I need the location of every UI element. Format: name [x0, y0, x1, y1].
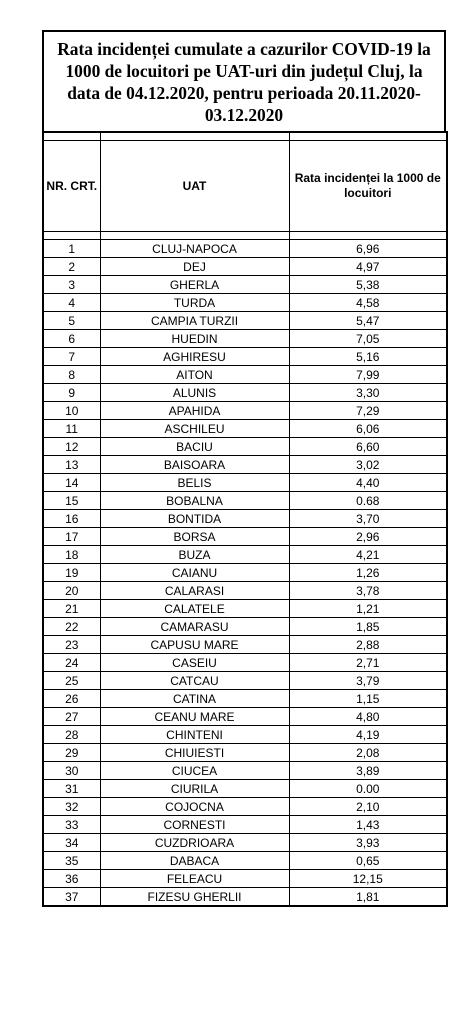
cell-rate: 6,96 [289, 240, 447, 258]
table-row [43, 474, 447, 492]
cell-rate: 6,06 [289, 420, 447, 438]
cell-uat: DEJ [100, 258, 289, 276]
cell-rate: 7,29 [289, 402, 447, 420]
cell-rate: 4,19 [289, 726, 447, 744]
cell-uat: BACIU [100, 438, 289, 456]
column-header-nr: NR. CRT. [43, 141, 100, 232]
incidence-table [42, 131, 448, 907]
cell-nr: 2 [43, 258, 100, 276]
cell-uat: BOBALNA [100, 492, 289, 510]
cell-uat: BUZA [100, 546, 289, 564]
cell-nr: 1 [43, 240, 100, 258]
cell-rate: 2,96 [289, 528, 447, 546]
spacer-cell [43, 232, 100, 240]
cell-nr: 15 [43, 492, 100, 510]
cell-uat: TURDA [100, 294, 289, 312]
cell-nr: 8 [43, 366, 100, 384]
cell-rate: 5,38 [289, 276, 447, 294]
cell-nr: 4 [43, 294, 100, 312]
cell-nr: 3 [43, 276, 100, 294]
spacer-cell [43, 132, 100, 141]
cell-nr: 6 [43, 330, 100, 348]
cell-uat: BELIS [100, 474, 289, 492]
spacer-cell [289, 232, 447, 240]
table-row [43, 438, 447, 456]
table-row [43, 420, 447, 438]
cell-nr: 32 [43, 798, 100, 816]
cell-rate: 12,15 [289, 870, 447, 888]
cell-uat: ASCHILEU [100, 420, 289, 438]
spacer-row [43, 232, 447, 240]
cell-uat: CASEIU [100, 654, 289, 672]
cell-uat: GHERLA [100, 276, 289, 294]
cell-rate: 2,08 [289, 744, 447, 762]
cell-uat: CLUJ-NAPOCA [100, 240, 289, 258]
spacer-row [43, 132, 447, 141]
cell-rate: 3,89 [289, 762, 447, 780]
cell-rate: 4,97 [289, 258, 447, 276]
cell-rate: 3,30 [289, 384, 447, 402]
cell-rate: 3,79 [289, 672, 447, 690]
cell-nr: 34 [43, 834, 100, 852]
cell-rate: 0.68 [289, 492, 447, 510]
cell-rate: 3,02 [289, 456, 447, 474]
table-row [43, 528, 447, 546]
table-row [43, 240, 447, 258]
cell-nr: 33 [43, 816, 100, 834]
cell-rate: 4,40 [289, 474, 447, 492]
table-row [43, 600, 447, 618]
table-row [43, 618, 447, 636]
cell-nr: 29 [43, 744, 100, 762]
cell-rate: 2,71 [289, 654, 447, 672]
table-row [43, 726, 447, 744]
table-row [43, 672, 447, 690]
cell-rate: 3,93 [289, 834, 447, 852]
cell-rate: 4,80 [289, 708, 447, 726]
cell-rate: 2,88 [289, 636, 447, 654]
cell-uat: FIZESU GHERLII [100, 888, 289, 907]
table-row [43, 312, 447, 330]
cell-nr: 28 [43, 726, 100, 744]
cell-uat: CAMARASU [100, 618, 289, 636]
cell-nr: 10 [43, 402, 100, 420]
cell-uat: ALUNIS [100, 384, 289, 402]
cell-nr: 37 [43, 888, 100, 907]
cell-rate: 5,16 [289, 348, 447, 366]
cell-uat: APAHIDA [100, 402, 289, 420]
table-row [43, 348, 447, 366]
cell-uat: CAMPIA TURZII [100, 312, 289, 330]
cell-rate: 0,65 [289, 852, 447, 870]
cell-uat: CATINA [100, 690, 289, 708]
cell-uat: BORSA [100, 528, 289, 546]
cell-rate: 4,21 [289, 546, 447, 564]
cell-nr: 20 [43, 582, 100, 600]
cell-uat: FELEACU [100, 870, 289, 888]
cell-uat: CHIUIESTI [100, 744, 289, 762]
cell-rate: 1,43 [289, 816, 447, 834]
table-row [43, 492, 447, 510]
cell-uat: COJOCNA [100, 798, 289, 816]
table-row [43, 510, 447, 528]
title-box [42, 30, 446, 131]
cell-nr: 35 [43, 852, 100, 870]
cell-uat: CALATELE [100, 600, 289, 618]
table-row [43, 276, 447, 294]
table-row [43, 798, 447, 816]
cell-nr: 5 [43, 312, 100, 330]
cell-nr: 25 [43, 672, 100, 690]
table-row [43, 870, 447, 888]
table-row [43, 852, 447, 870]
cell-uat: CEANU MARE [100, 708, 289, 726]
spacer-cell [100, 232, 289, 240]
table-row [43, 258, 447, 276]
cell-rate: 1,26 [289, 564, 447, 582]
table-row [43, 762, 447, 780]
spacer-cell [289, 132, 447, 141]
table-row [43, 780, 447, 798]
cell-nr: 30 [43, 762, 100, 780]
cell-nr: 18 [43, 546, 100, 564]
table-row [43, 636, 447, 654]
table-row [43, 690, 447, 708]
cell-rate: 1,15 [289, 690, 447, 708]
table-row [43, 402, 447, 420]
cell-nr: 17 [43, 528, 100, 546]
cell-nr: 12 [43, 438, 100, 456]
cell-rate: 4,58 [289, 294, 447, 312]
table-body [43, 132, 447, 906]
cell-nr: 36 [43, 870, 100, 888]
cell-nr: 23 [43, 636, 100, 654]
table-row [43, 708, 447, 726]
cell-nr: 16 [43, 510, 100, 528]
cell-rate: 0.00 [289, 780, 447, 798]
cell-rate: 2,10 [289, 798, 447, 816]
cell-uat: CIURILA [100, 780, 289, 798]
cell-nr: 26 [43, 690, 100, 708]
cell-uat: CAPUSU MARE [100, 636, 289, 654]
table-row [43, 456, 447, 474]
table-row [43, 816, 447, 834]
cell-nr: 27 [43, 708, 100, 726]
table-row [43, 564, 447, 582]
cell-rate: 1,81 [289, 888, 447, 907]
table-row [43, 330, 447, 348]
cell-nr: 31 [43, 780, 100, 798]
cell-rate: 6,60 [289, 438, 447, 456]
cell-nr: 9 [43, 384, 100, 402]
cell-rate: 3,70 [289, 510, 447, 528]
cell-nr: 19 [43, 564, 100, 582]
cell-nr: 24 [43, 654, 100, 672]
table-row [43, 366, 447, 384]
cell-uat: CUZDRIOARA [100, 834, 289, 852]
cell-uat: CALARASI [100, 582, 289, 600]
cell-nr: 22 [43, 618, 100, 636]
table-row [43, 654, 447, 672]
table-row [43, 744, 447, 762]
cell-rate: 3,78 [289, 582, 447, 600]
cell-nr: 14 [43, 474, 100, 492]
cell-rate: 5,47 [289, 312, 447, 330]
cell-nr: 13 [43, 456, 100, 474]
table-row [43, 582, 447, 600]
cell-uat: HUEDIN [100, 330, 289, 348]
cell-uat: AITON [100, 366, 289, 384]
table-row [43, 384, 447, 402]
cell-uat: CAIANU [100, 564, 289, 582]
column-header-uat: UAT [100, 141, 289, 232]
spacer-cell [100, 132, 289, 141]
table-row [43, 834, 447, 852]
column-header-rate: Rata incidenței la 1000 de locuitori [289, 141, 447, 232]
table-row [43, 294, 447, 312]
cell-rate: 1,21 [289, 600, 447, 618]
cell-uat: CHINTENI [100, 726, 289, 744]
cell-uat: CATCAU [100, 672, 289, 690]
cell-uat: CIUCEA [100, 762, 289, 780]
cell-nr: 21 [43, 600, 100, 618]
cell-nr: 7 [43, 348, 100, 366]
cell-rate: 7,05 [289, 330, 447, 348]
cell-uat: CORNESTI [100, 816, 289, 834]
header-row [43, 141, 447, 232]
table-row [43, 888, 447, 907]
cell-uat: BONTIDA [100, 510, 289, 528]
cell-uat: BAISOARA [100, 456, 289, 474]
cell-nr: 11 [43, 420, 100, 438]
cell-uat: AGHIRESU [100, 348, 289, 366]
cell-rate: 1,85 [289, 618, 447, 636]
table-row [43, 546, 447, 564]
cell-rate: 7,99 [289, 366, 447, 384]
cell-uat: DABACA [100, 852, 289, 870]
incidence-document [42, 30, 446, 907]
document-title: Rata incidenței cumulate a cazurilor COVID-19 la 1000 de locuitori pe UAT-uri din județul Cluj, la data de 04.12.2020, pentru perioada 20.11.2020-03.12.2020 [57, 38, 431, 125]
